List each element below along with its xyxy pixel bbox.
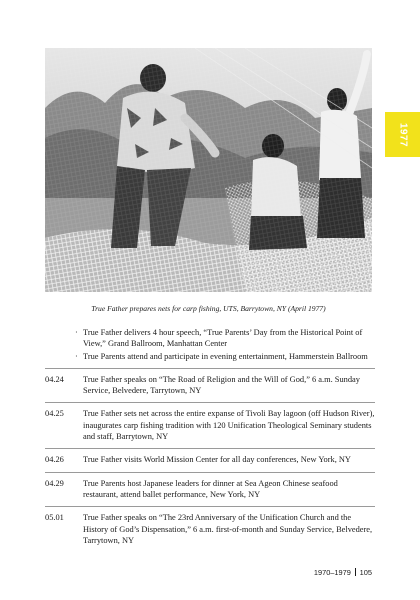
entry-date: 04.29 [45, 478, 64, 488]
photo-image [45, 48, 372, 292]
footer-separator [355, 568, 356, 576]
entry-date: 04.25 [45, 409, 64, 419]
entry-text: True Father visits World Mission Center for all day conferences, New York, NY [83, 455, 351, 465]
entry-text: True Father speaks on “The Road of Religion and the Will of God,” 6 a.m. Sunday Service, Belvedere, Tarrytown, NY [83, 374, 360, 396]
entry-text: True Father sets net across the entire expanse of Tivoli Bay lagoon (off Hudson River), inaugurates carp fishing tradition with 120 Unification Theological Seminary students and staff, Barrytown, NY [83, 409, 375, 442]
footer-section: 1970–1979 [313, 568, 351, 577]
page-number: 105 [359, 568, 372, 577]
bullet-text: True Parents attend and participate in evening entertainment, Hammerstein Ballroom [83, 351, 368, 361]
entry-text: True Parents host Japanese leaders for dinner at Sea Ageon Chinese seafood restaurant, attend ballet performance, New York, NY [83, 478, 338, 499]
chronology-entry [45, 512, 375, 546]
bullet-dot: · [75, 351, 78, 361]
bullet-dot: · [75, 328, 78, 337]
divider [45, 368, 375, 369]
chronology-entry [45, 374, 375, 397]
chronology-entry [45, 478, 375, 501]
bullet-item [45, 351, 375, 362]
year-tab [385, 112, 420, 157]
divider [45, 402, 375, 403]
divider [45, 472, 375, 473]
year-tab-label: 1977 [397, 122, 408, 147]
entry-date: 05.01 [45, 513, 64, 523]
divider [45, 448, 375, 449]
photo-caption: True Father prepares nets for carp fishing, UTS, Barrytown, NY (April 1977) [91, 304, 326, 313]
bullet-text: True Father delivers 4 hour speech, “True Parents’ Day from the Historical Point of View,” Grand Ballroom, Manhattan Center [83, 328, 363, 349]
chronology [45, 327, 375, 546]
entry-date: 04.26 [45, 455, 64, 465]
entry-date: 04.24 [45, 374, 64, 384]
chronology-entry [45, 454, 375, 465]
page-footer [314, 568, 372, 577]
divider [45, 506, 375, 507]
bullet-item [45, 327, 375, 350]
entry-text: True Father speaks on “The 23rd Anniversary of the Unification Church and the History of God’s Dispensation,” 6 a.m. first-of-month and Sunday Service, Belvedere, Tarrytown, NY [83, 513, 373, 545]
chronology-entry [45, 408, 375, 442]
photo-carp-nets [45, 48, 372, 292]
